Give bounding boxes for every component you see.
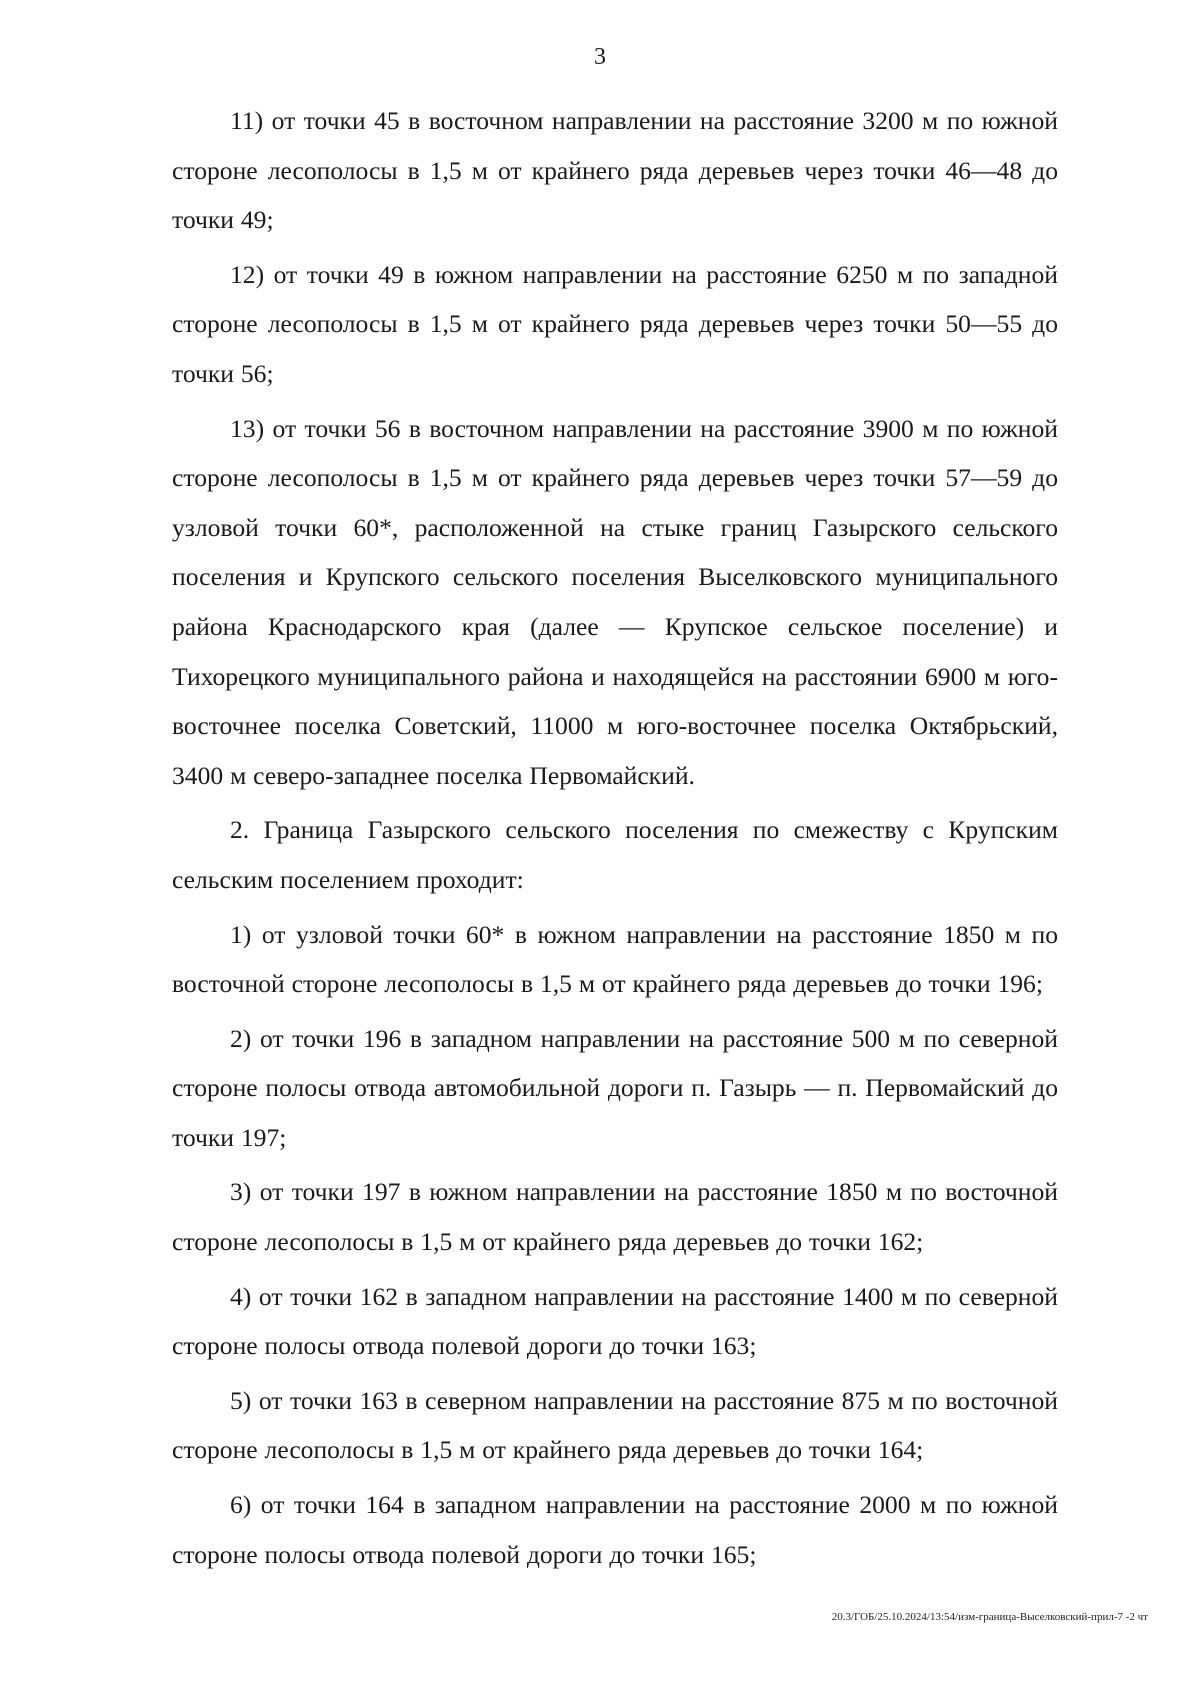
paragraph-subitem-4: 4) от точки 162 в западном направлении на расстояние 1400 м по северной стороне полосы отвода полевой дороги до точки 163; — [172, 1281, 1058, 1361]
paragraph-item-11: 11) от точки 45 в восточном направлении на расстояние 3200 м по южной стороне лесополосы в 1,5 м от крайнего ряда деревьев через точки 46—48 до точки 49; — [172, 106, 1058, 235]
paragraph-item-12: 12) от точки 49 в южном направлении на расстояние 6250 м по западной стороне лесополосы в 1,5 м от крайнего ряда деревьев через точки 50—55 до точки 56; — [172, 259, 1058, 388]
page-number: 3 — [594, 44, 606, 70]
paragraph-subitem-1: 1) от узловой точки 60* в южном направлении на расстояние 1850 м по восточной стороне лесополосы в 1,5 м от крайнего ряда деревьев до точки 196; — [172, 919, 1058, 999]
document-body — [172, 96, 1058, 1584]
paragraph-section-2: 2. Граница Газырского сельского поселения по смежеству с Крупским сельским поселением проходит: — [172, 815, 1058, 894]
paragraph-subitem-6: 6) от точки 164 в западном направлении на расстояние 2000 м по южной стороне полосы отвода полевой дороги до точки 165; — [172, 1490, 1058, 1569]
footer-document-code: 20.3/ГОБ/25.10.2024/13:54/изм-граница-Выселковский-прил-7 -2 чт — [831, 1611, 1148, 1623]
paragraph-subitem-3: 3) от точки 197 в южном направлении на расстояние 1850 м по восточной стороне лесополосы в 1,5 м от крайнего ряда деревьев до точки 162; — [172, 1177, 1058, 1257]
paragraph-subitem-2: 2) от точки 196 в западном направлении на расстояние 500 м по северной стороне полосы отвода автомобильной дороги п. Газырь — п. Первомайский до точки 197; — [172, 1023, 1058, 1152]
paragraph-subitem-5: 5) от точки 163 в северном направлении на расстояние 875 м по восточной стороне лесополосы в 1,5 м от крайнего ряда деревьев до точки 164; — [172, 1385, 1058, 1465]
paragraph-item-13: 13) от точки 56 в восточном направлении на расстояние 3900 м по южной стороне лесополосы в 1,5 м от крайнего ряда деревьев через точки 57—59 до узловой точки 60*, расположенной на стыке границ Газырского сельского поселения и Крупского сельского поселения Выселковского муниципального района Краснодарского края (далее — Крупское сельское поселение) и Тихорецкого муниципального района и находящейся на расстоянии 6900 м юго-восточнее поселка Советский, 11000 м юго-восточнее поселка Октябрьский, 3400 м северо-западнее поселка Первомайский. — [172, 413, 1058, 790]
